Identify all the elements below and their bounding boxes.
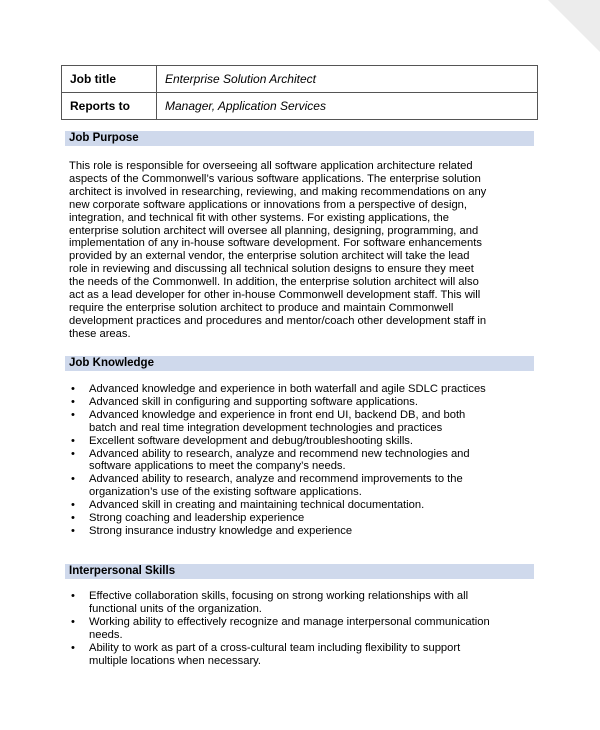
job-purpose-heading: Job Purpose [65,131,534,146]
list-item [69,616,539,642]
reports-to-row [62,93,538,120]
list-item-line: Advanced ability to research, analyze and recommend improvements to the [89,473,463,486]
reports-to-label: Reports to [62,93,157,120]
list-item-line: organization’s use of the existing software applications. [89,486,362,499]
list-item-line: Advanced skill in configuring and supporting software applications. [89,395,418,408]
list-item [69,435,539,448]
job-purpose-paragraph [69,160,539,341]
list-item-line: Advanced ability to research, analyze and recommend new technologies and [89,447,470,460]
job-knowledge-list [69,383,539,538]
list-item-line: Excellent software development and debug/troubleshooting skills. [89,434,414,447]
list-item [69,409,539,435]
paragraph-line: architect is involved in researching, reviewing, and making recommendations on any [69,185,487,198]
job-title-value: Enterprise Solution Architect [157,66,538,93]
list-item-line: batch and real time integration development technologies and practices [89,421,443,434]
paragraph-line: these areas. [69,327,131,340]
reports-to-value: Manager, Application Services [157,93,538,120]
list-item [69,512,539,525]
list-item-line: Advanced knowledge and experience in front end UI, backend DB, and both [89,408,466,421]
paragraph-line: enterprise solution architect will oversee all planning, designing, programming, and [69,224,479,237]
interpersonal-skills-heading: Interpersonal Skills [65,564,534,579]
paragraph-line: new corporate software applications or innovations from a perspective of design, [69,198,467,211]
list-item-line: Working ability to effectively recognize and manage interpersonal communication [89,615,490,628]
paragraph-line: the needs of the Commonwell. In addition, the enterprise solution architect will also [69,276,479,289]
list-item [69,448,539,474]
list-item-line: Advanced skill in creating and maintaining technical documentation. [89,499,425,512]
list-item [69,590,539,616]
job-title-row [62,66,538,93]
list-item [69,383,539,396]
list-item-line: Strong coaching and leadership experience [89,512,305,525]
list-item-line: Advanced knowledge and experience in both waterfall and agile SDLC practices [89,383,486,395]
paragraph-line: implementation of any in-house software development. For software enhancements [69,237,482,250]
paragraph-line: require the enterprise solution architect to produce and maintain Commonwell [69,301,454,314]
list-item [69,396,539,409]
interpersonal-skills-list [69,590,539,667]
paragraph-line: integration, and technical fit with other systems. For existing applications, the [69,211,449,224]
paragraph-line: aspects of the Commonwell’s various software applications. The enterprise solution [69,172,481,185]
job-knowledge-heading: Job Knowledge [65,356,534,371]
list-item-line: multiple locations when necessary. [89,654,262,667]
paragraph-line: role in reviewing and discussing all technical solution designs to ensure they meet [69,263,474,276]
job-info-table [61,65,538,120]
list-item-line: Strong insurance industry knowledge and experience [89,524,353,537]
list-item [69,499,539,512]
job-title-label: Job title [62,66,157,93]
list-item-line: needs. [89,628,123,641]
paragraph-line: This role is responsible for overseeing all software application architecture related [69,160,473,172]
list-item-line: software applications to meet the company’s needs. [89,460,346,473]
list-item [69,473,539,499]
list-item [69,642,539,668]
paragraph-line: act as a lead developer for other in-house Commonwell development staff. This will [69,289,481,302]
list-item-line: functional units of the organization. [89,602,262,615]
paragraph-line: development practices and procedures and mentor/coach other development staff in [69,314,487,327]
list-item-line: Ability to work as part of a cross-cultural team including flexibility to support [89,641,461,654]
list-item [69,525,539,538]
paragraph-line: provided by an external vendor, the enterprise solution architect will take the lead [69,250,470,263]
page-corner-fold [548,0,600,52]
list-item-line: Effective collaboration skills, focusing on strong working relationships with all [89,590,469,602]
